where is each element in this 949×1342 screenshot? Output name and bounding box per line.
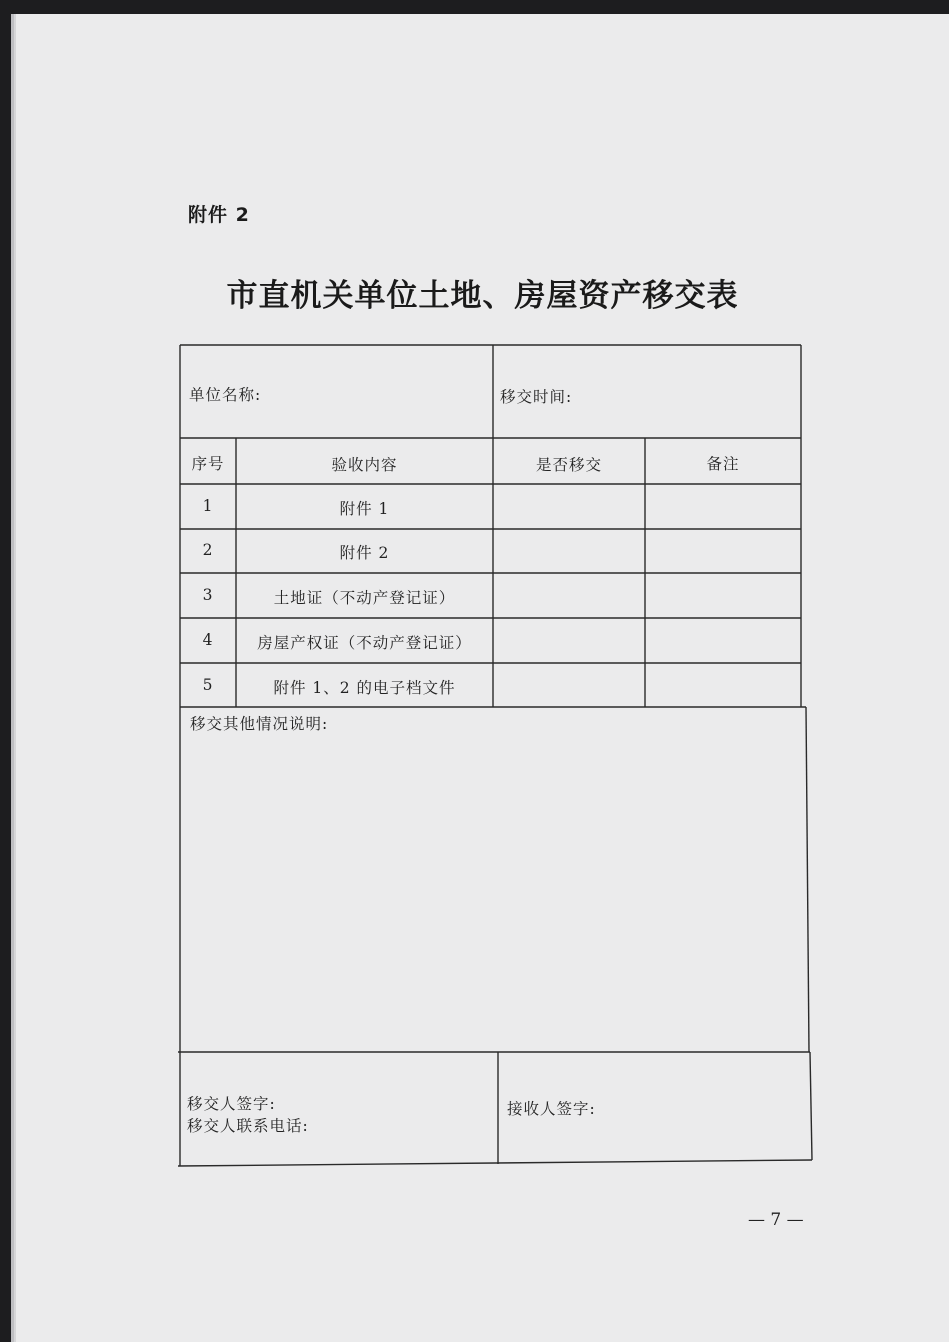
- row-1-content: 附件 1: [339, 500, 390, 518]
- col-header-transferred: 是否移交: [535, 456, 602, 474]
- row-2-no: 2: [202, 541, 214, 559]
- scan-top-edge: [0, 0, 949, 14]
- page-number: — 7 —: [748, 1210, 804, 1230]
- transferor-signature-label: 移交人签字:: [187, 1095, 276, 1113]
- table-bottom-border: [178, 1160, 812, 1166]
- receiver-signature-label: 接收人签字:: [507, 1100, 596, 1118]
- transfer-time-label: 移交时间:: [500, 388, 573, 406]
- attachment-label: 附件 2: [188, 204, 250, 226]
- row-2-content: 附件 2: [339, 544, 390, 562]
- document-page: [16, 14, 949, 1342]
- other-notes-label: 移交其他情况说明:: [190, 715, 329, 733]
- page-title: 市直机关单位土地、房屋资产移交表: [226, 278, 739, 314]
- col-header-remarks: 备注: [706, 455, 740, 473]
- col-header-no: 序号: [191, 455, 225, 473]
- notes-right-border: [806, 707, 809, 1052]
- row-5-no: 5: [202, 676, 214, 694]
- col-header-content: 验收内容: [331, 456, 398, 474]
- transferor-phone-label: 移交人联系电话:: [187, 1117, 309, 1135]
- unit-name-label: 单位名称:: [189, 386, 262, 404]
- row-4-no: 4: [202, 631, 214, 649]
- signature-right-border: [810, 1052, 812, 1160]
- row-3-content: 土地证（不动产登记证）: [273, 589, 456, 607]
- row-4-content: 房屋产权证（不动产登记证）: [257, 634, 472, 652]
- row-5-content: 附件 1、2 的电子档文件: [273, 679, 456, 697]
- row-3-no: 3: [202, 586, 214, 604]
- row-1-no: 1: [202, 497, 214, 515]
